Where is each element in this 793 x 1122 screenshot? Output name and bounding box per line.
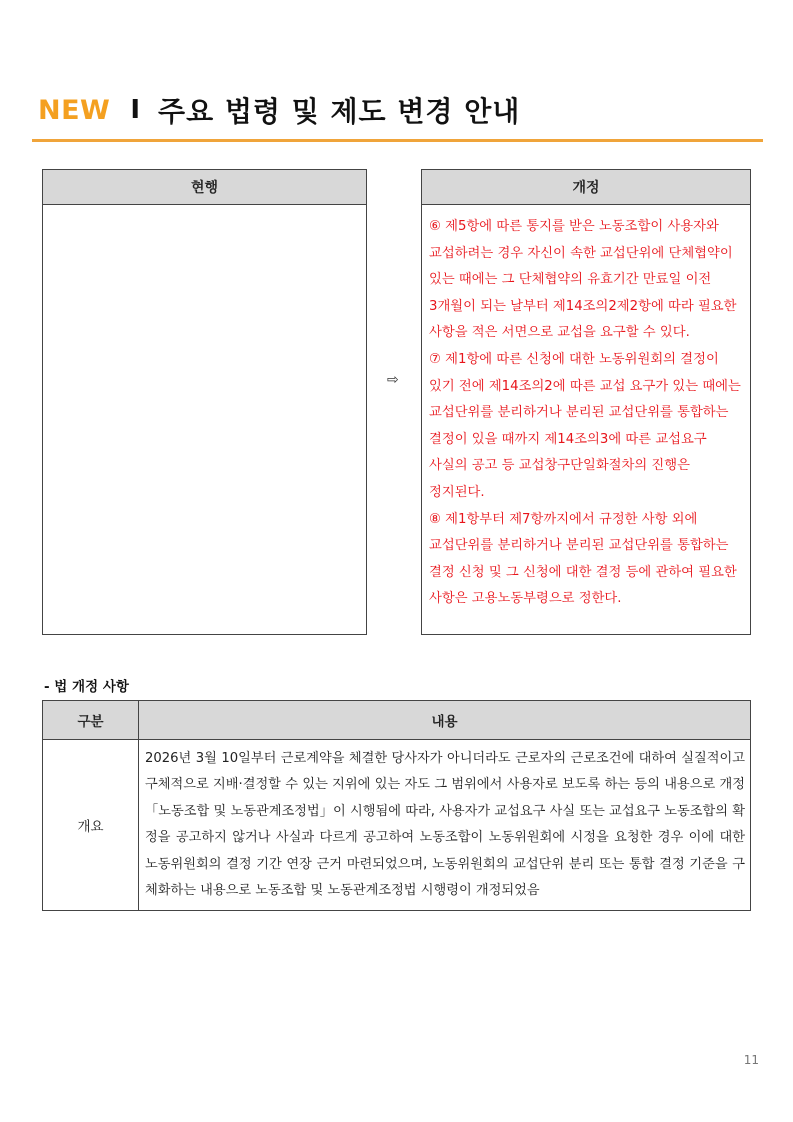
page-header [38, 88, 520, 132]
page-title: 주요 법령 및 제도 변경 안내 [158, 95, 521, 128]
section-label: - 법 개정 사항 [44, 679, 129, 695]
column-header-category: 구분 [43, 701, 139, 740]
current-header: 현행 [43, 170, 366, 205]
row-category: 개요 [43, 740, 139, 911]
header-separator: I [130, 95, 141, 125]
column-header-content: 내용 [139, 701, 751, 740]
revised-header: 개정 [422, 170, 750, 205]
revised-provision-body [422, 205, 750, 613]
table-row [43, 740, 751, 911]
table-header-row [43, 701, 751, 740]
row-content: 2026년 3월 10일부터 근로계약을 체결한 당사자가 아니더라도 근로자의 근로조건에 대하여 실질적이고 구체적으로 지배·결정할 수 있는 지위에 있는 자도 그 범위에서 사용자로 보도록 하는 등의 내용으로 개정「노동조합 및 노동관계조정법」이 시행됨에 따라, 사용자가 교섭요구 사실 또는 교섭요구 노동조합의 확정을 공고하지 않거나 사실과 다르게 공고하여 노동조합이 노동위원회에 시정을 요청한 경우 이에 대한 노동위원회의 결정 기간 연장 근거 마련되었으며, 노동위원회의 교섭단위 분리 또는 통합 결정 기준을 구체화하는 내용으로 노동조합 및 노동관계조정법 시행령이 개정되었음 [139, 740, 751, 911]
revised-paragraph-7: ⑦ 제1항에 따른 신청에 대한 노동위원회의 결정이 있기 전에 제14조의2에 따른 교섭 요구가 있는 때에는 교섭단위를 분리하거나 분리된 교섭단위를 통합하는 결정이 있을 때까지 제14조의3에 따른 교섭요구 사실의 공고 등 교섭창구단일화절차의 진행은 정지된다. [429, 351, 741, 500]
revised-provision-box [421, 169, 751, 635]
page-number: 11 [743, 1053, 759, 1067]
revised-paragraph-8: ⑧ 제1항부터 제7항까지에서 규정한 사항 외에 교섭단위를 분리하거나 분리된 교섭단위를 통합하는 결정 신청 및 그 신청에 대한 결정 등에 관하여 필요한 사항은 고용노동부령으로 정한다. [429, 511, 737, 607]
amendment-table [42, 700, 751, 911]
header-divider [32, 139, 763, 142]
arrow-right-icon: ⇨ [387, 372, 399, 388]
revised-paragraph-6: ⑥ 제5항에 따른 통지를 받은 노동조합이 사용자와 교섭하려는 경우 자신이 속한 교섭단위에 단체협약이 있는 때에는 그 단체협약의 유효기간 만료일 이전 3개월이 되는 날부터 제14조의2제2항에 따라 필요한 사항을 적은 서면으로 교섭을 요구할 수 있다. [429, 219, 737, 341]
new-label: NEW [38, 94, 111, 126]
current-provision-box [42, 169, 367, 635]
